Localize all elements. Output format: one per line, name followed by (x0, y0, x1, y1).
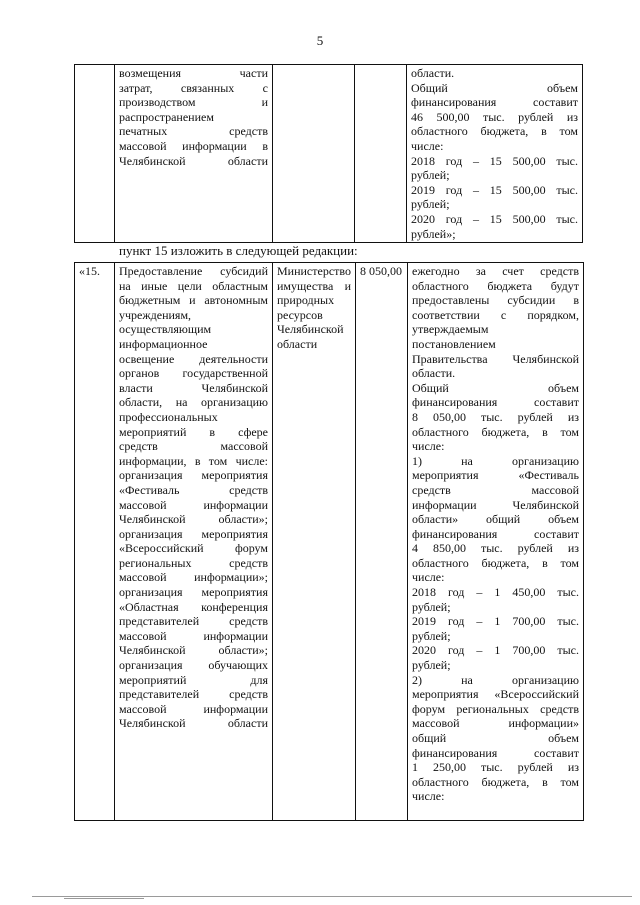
cell-amount (355, 65, 407, 243)
text-line: Предоставление субсидий (119, 264, 268, 278)
text-line: рублей; (411, 197, 450, 212)
text-line: финансирования составит (412, 526, 579, 541)
text-line: 2019 год – 15 500,00 тыс. (411, 182, 578, 197)
text-line: области. (412, 366, 456, 381)
text-line: финансирования составит (412, 745, 579, 760)
text-line: Челябинской области (119, 153, 268, 168)
cell-number (75, 65, 115, 243)
lines-container (412, 264, 579, 804)
text-line: 8 050,00 тыс. рублей из (412, 409, 579, 424)
table-row (75, 65, 583, 243)
text-line: общий объем (412, 731, 579, 745)
text-line: средств массовой (412, 482, 579, 497)
text-line: мероприятий для (119, 672, 268, 687)
text-line: числе: (411, 138, 444, 153)
text-line: предоставлены субсидии в (412, 293, 579, 308)
cell-description (408, 263, 584, 821)
text-line: представителей средств (119, 687, 268, 702)
text-line: финансирования составит (411, 95, 578, 110)
text-line: информационное (119, 336, 208, 351)
text-line: «Областная конференция (119, 599, 268, 614)
page-number: 5 (316, 33, 324, 48)
text-line: массовой информации в (119, 138, 268, 153)
text-line: форум региональных средств (412, 701, 579, 716)
lines-container (411, 66, 578, 241)
text-line: организация обучающих (119, 658, 268, 673)
text-line: массовой информации (119, 628, 268, 643)
cell-amount: 8 050,00 (356, 263, 408, 821)
text-line: 2018 год – 15 500,00 тыс. (411, 153, 578, 168)
text-line: Челябинской (277, 322, 344, 337)
text-line: областного бюджета, в том (412, 555, 579, 570)
text-line: области, на организацию (119, 395, 268, 410)
text-line: ежегодно за счет средств (412, 264, 579, 278)
text-line: массовой информации»; (119, 570, 268, 585)
text-line: рублей; (412, 658, 451, 673)
text-line: распространением (119, 109, 214, 124)
text-line: 2019 год – 1 700,00 тыс. (412, 614, 579, 629)
text-line: рублей; (412, 628, 451, 643)
instruction-text: пункт 15 изложить в следующей редакции: (119, 243, 358, 258)
text-line: массовой информации» (412, 716, 579, 731)
text-line: мероприятия «Фестиваль (412, 468, 579, 483)
footer-rule-short (64, 898, 144, 899)
text-line: учреждениям, (119, 307, 192, 322)
text-line: массовой информации (119, 701, 268, 716)
lines-container (119, 66, 268, 168)
text-line: организация мероприятия (119, 526, 268, 541)
text-line: Правительства Челябинской (412, 351, 579, 366)
text-line: числе: (412, 789, 445, 804)
text-line: осуществляющим (119, 322, 212, 337)
text-line: освещение деятельности (119, 351, 268, 366)
text-line: 2018 год – 1 450,00 тыс. (412, 585, 579, 600)
text-line: рублей»; (411, 226, 456, 241)
text-line: власти Челябинской (119, 380, 268, 395)
text-line: средств массовой (119, 439, 268, 454)
lines-container (119, 264, 268, 731)
text-line: возмещения части (119, 66, 268, 80)
table-paragraph-15 (74, 262, 584, 821)
text-line: региональных средств (119, 555, 268, 570)
text-line: Челябинской области (119, 716, 268, 731)
text-line: природных (277, 293, 335, 308)
text-line: «Фестиваль средств (119, 482, 268, 497)
text-line: области (277, 336, 318, 351)
lines-container (277, 264, 351, 352)
cell-event-name (115, 263, 273, 821)
text-line: организация мероприятия (119, 585, 268, 600)
text-line: Общий объем (412, 380, 579, 395)
text-line: массовой информации (119, 497, 268, 512)
text-line: представителей средств (119, 614, 268, 629)
text-line: Челябинской области»; (119, 643, 268, 658)
footer-rule (32, 896, 632, 897)
text-line: числе: (412, 570, 445, 585)
text-line: 46 500,00 тыс. рублей из (411, 109, 578, 124)
text-line: имущества и (277, 278, 351, 293)
text-line: рублей; (412, 599, 451, 614)
text-line: мероприятия «Всероссийский (412, 687, 579, 702)
text-line: 1) на организацию (412, 453, 579, 468)
text-line: 2020 год – 1 700,00 тыс. (412, 643, 579, 658)
text-line: рублей; (411, 168, 450, 183)
cell-number: «15. (75, 263, 115, 821)
text-line: организация мероприятия (119, 468, 268, 483)
text-line: Министерство (277, 264, 351, 278)
text-line: ресурсов (277, 307, 323, 322)
text-line: Общий объем (411, 80, 578, 95)
text-line: информации, в том числе: (119, 453, 268, 468)
text-line: производством и (119, 95, 268, 110)
text-line: областного бюджета, в том (412, 424, 579, 439)
text-line: области» общий объем (412, 512, 579, 527)
text-line: областного бюджета, в том (412, 774, 579, 789)
text-line: соответствии с порядком, (412, 307, 579, 322)
text-line: 4 850,00 тыс. рублей из (412, 541, 579, 556)
text-line: постановлением (412, 336, 496, 351)
text-line: на иные цели областным (119, 278, 268, 293)
text-line: области. (411, 66, 455, 80)
text-line: Челябинской области»; (119, 512, 268, 527)
cell-executor (273, 65, 355, 243)
text-line: 2020 год – 15 500,00 тыс. (411, 211, 578, 226)
text-line: бюджетным и автономным (119, 293, 268, 308)
text-line: 2) на организацию (412, 672, 579, 687)
text-line: утверждаемым (412, 322, 489, 337)
text-line: областного бюджета будут (412, 278, 579, 293)
text-line: затрат, связанных с (119, 80, 268, 95)
text-line: областного бюджета, в том (411, 124, 578, 139)
text-line: 1 250,00 тыс. рублей из (412, 760, 579, 775)
text-line: финансирования составит (412, 395, 579, 410)
cell-description (407, 65, 583, 243)
text-line: числе: (412, 439, 445, 454)
text-line: «Всероссийский форум (119, 541, 268, 556)
text-line: мероприятий в сфере (119, 424, 268, 439)
text-line: печатных средств (119, 124, 268, 139)
cell-executor (273, 263, 356, 821)
text-line: информации Челябинской (412, 497, 579, 512)
text-line: органов государственной (119, 366, 268, 381)
cell-event-name (115, 65, 273, 243)
text-line: профессиональных (119, 409, 218, 424)
table-continuation (74, 64, 583, 243)
table-row (75, 263, 584, 821)
